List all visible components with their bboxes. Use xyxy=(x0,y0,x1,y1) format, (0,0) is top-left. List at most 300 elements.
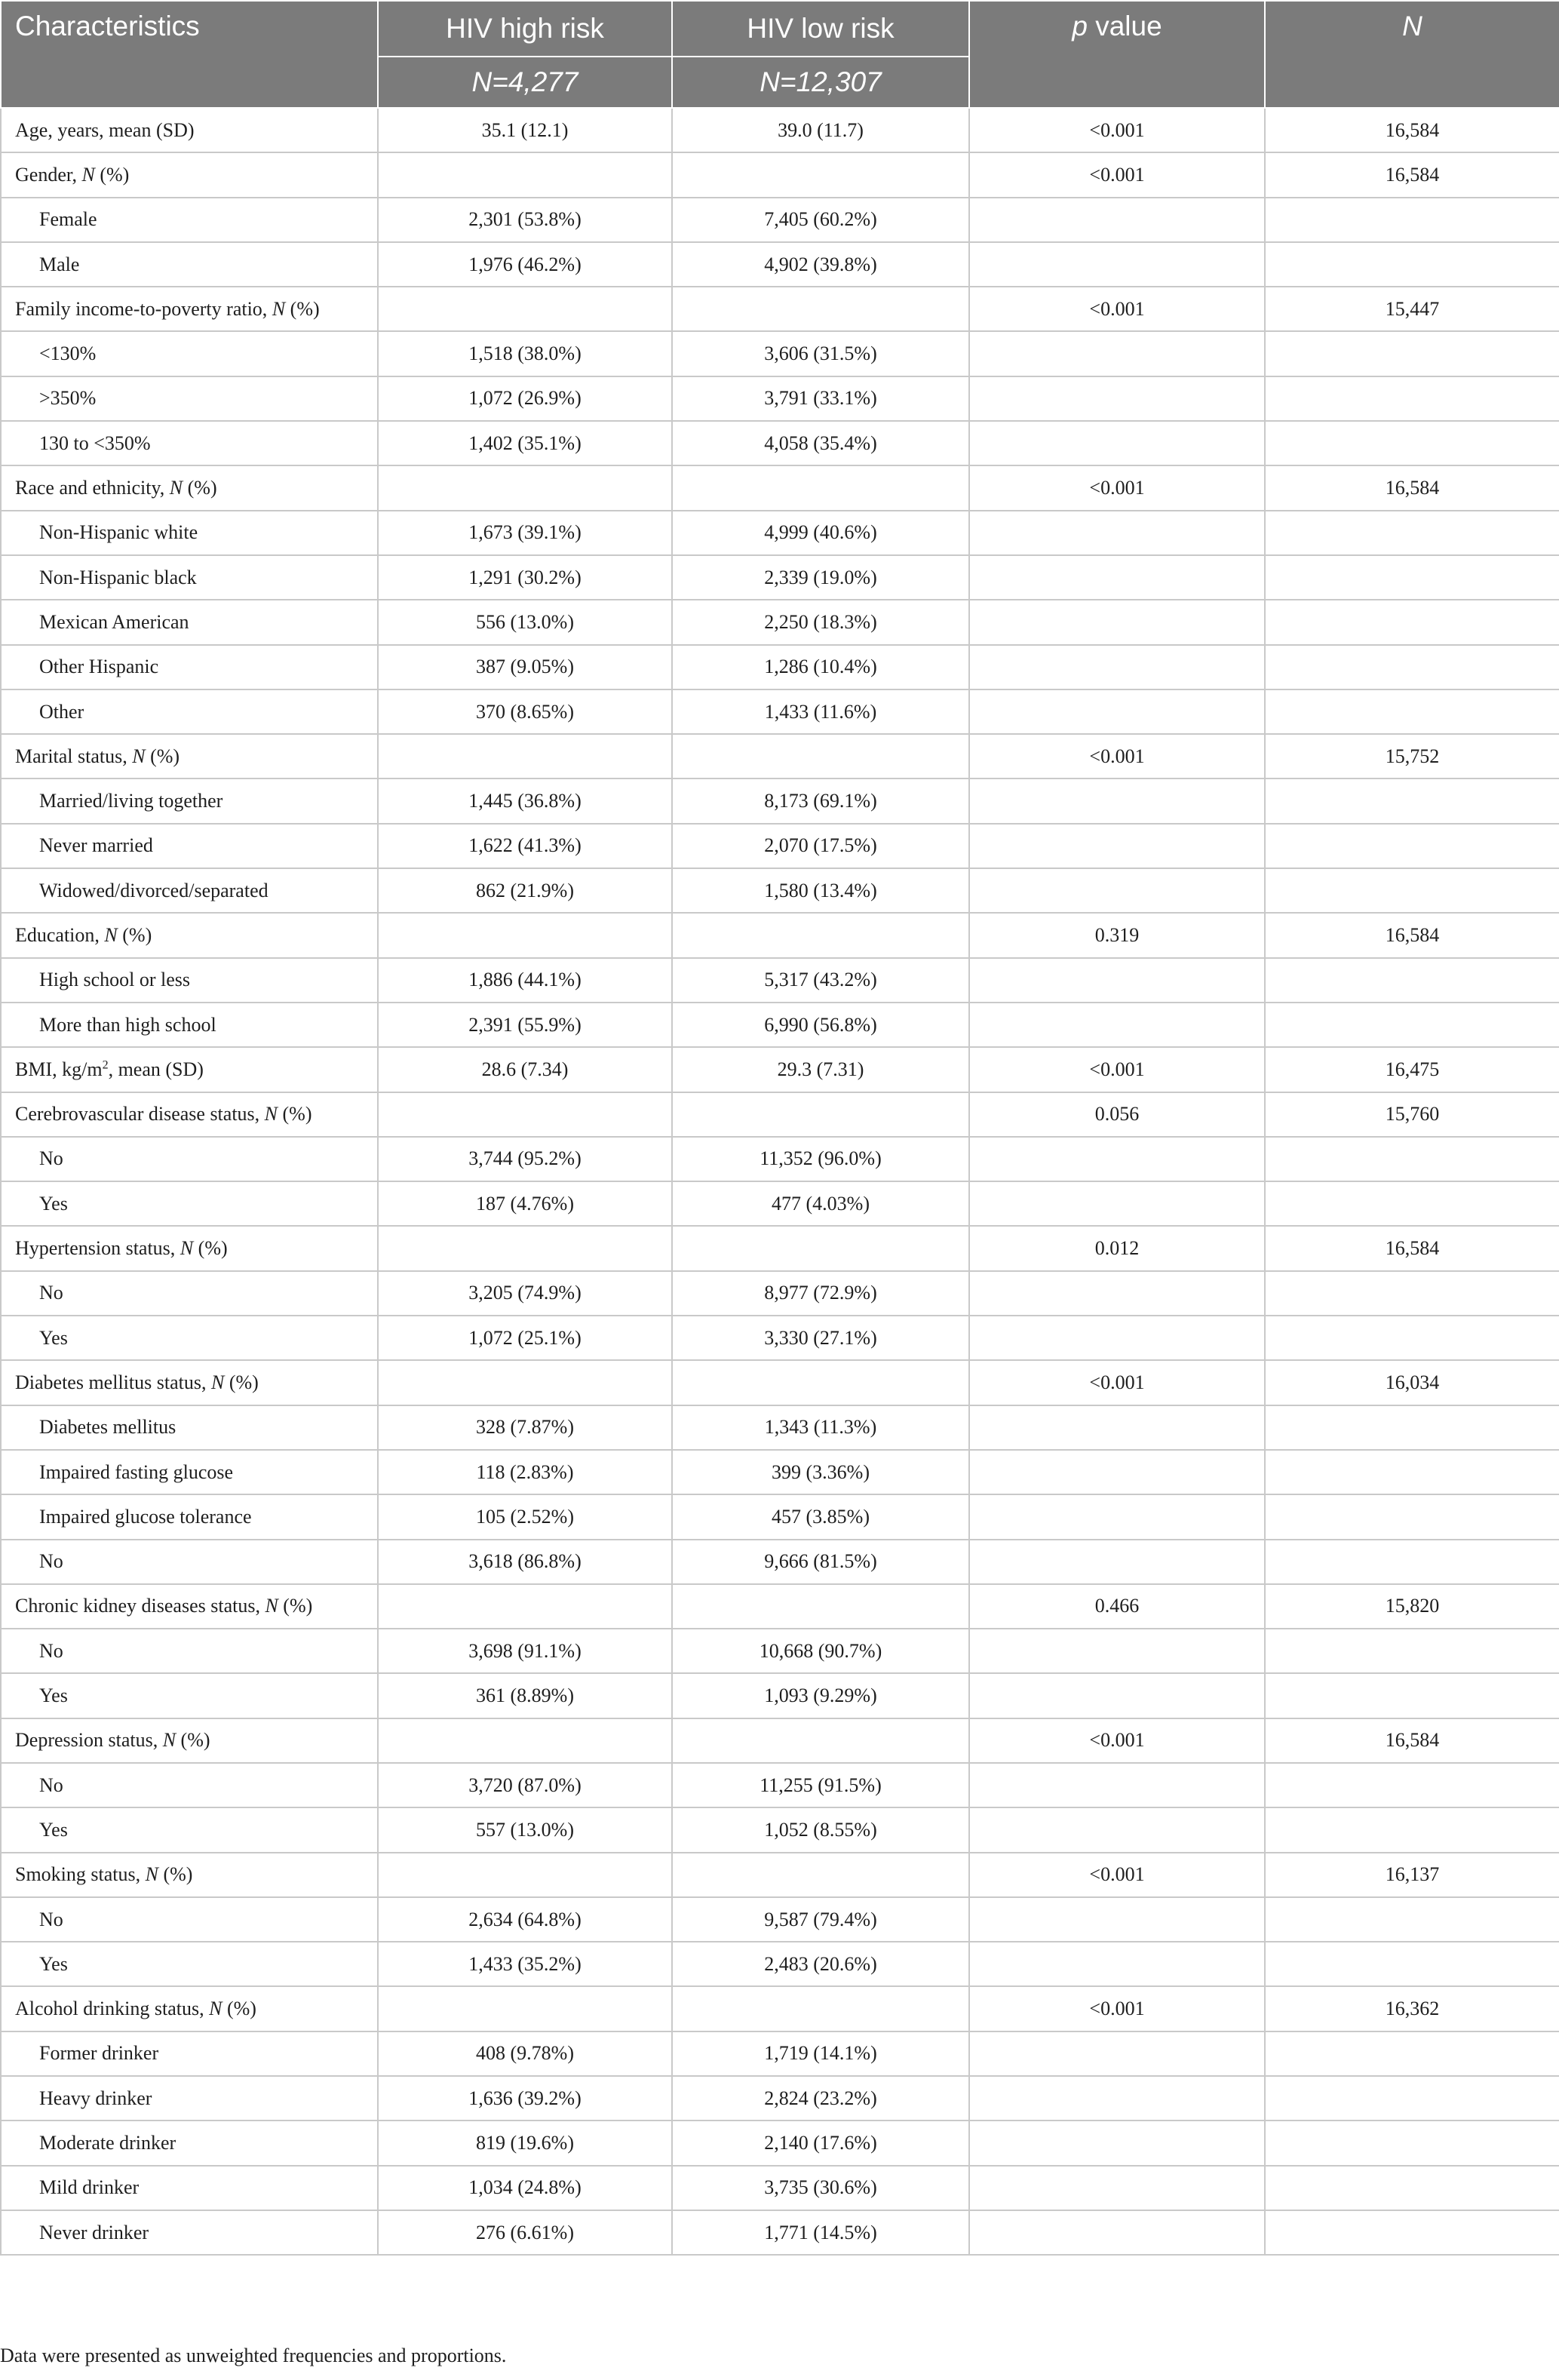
cell-n: 16,584 xyxy=(1265,913,1559,957)
cell-p-value xyxy=(969,1450,1265,1494)
cell-high-risk: 187 (4.76%) xyxy=(378,1181,672,1226)
cell-n xyxy=(1265,600,1559,644)
cell-n xyxy=(1265,1405,1559,1450)
table-header xyxy=(1,1,1559,108)
row-label xyxy=(1,1271,378,1316)
cell-high-risk xyxy=(378,1360,672,1405)
cell-high-risk: 1,034 (24.8%) xyxy=(378,2166,672,2210)
cell-low-risk xyxy=(672,287,969,331)
cell-high-risk: 1,072 (25.1%) xyxy=(378,1316,672,1360)
cell-n xyxy=(1265,1181,1559,1226)
table-row xyxy=(1,2031,1559,2076)
cell-n xyxy=(1265,1316,1559,1360)
row-label-text: <130% xyxy=(39,342,97,365)
cell-p-value xyxy=(969,1942,1265,1986)
cell-low-risk xyxy=(672,1584,969,1629)
table-row xyxy=(1,1271,1559,1316)
table-row xyxy=(1,1942,1559,1986)
cell-low-risk: 1,719 (14.1%) xyxy=(672,2031,969,2076)
cell-low-risk xyxy=(672,1986,969,2031)
row-label xyxy=(1,1807,378,1852)
cell-p-value xyxy=(969,555,1265,600)
table-row xyxy=(1,1450,1559,1494)
cell-p-value xyxy=(969,1807,1265,1852)
row-label-text: Impaired glucose tolerance xyxy=(39,1505,252,1528)
row-label-text: Former drinker xyxy=(39,2042,159,2065)
table-row xyxy=(1,2121,1559,2165)
row-label-text: Chronic kidney diseases status, xyxy=(15,1595,265,1617)
cell-low-risk: 3,791 (33.1%) xyxy=(672,376,969,421)
cell-p-value: <0.001 xyxy=(969,1360,1265,1405)
cell-n xyxy=(1265,331,1559,376)
row-label xyxy=(1,1673,378,1718)
cell-high-risk: 387 (9.05%) xyxy=(378,645,672,689)
table-row xyxy=(1,2166,1559,2210)
cell-low-risk xyxy=(672,1718,969,1763)
row-label-tail: (%) xyxy=(224,1371,259,1393)
cell-high-risk: 2,634 (64.8%) xyxy=(378,1897,672,1942)
cell-n xyxy=(1265,824,1559,868)
cell-high-risk: 1,976 (46.2%) xyxy=(378,242,672,287)
cell-high-risk xyxy=(378,1986,672,2031)
row-label-tail: (%) xyxy=(117,923,152,946)
cell-low-risk: 4,902 (39.8%) xyxy=(672,242,969,287)
cell-high-risk: 3,698 (91.1%) xyxy=(378,1629,672,1673)
table-row xyxy=(1,1584,1559,1629)
row-label xyxy=(1,2076,378,2121)
cell-n: 15,447 xyxy=(1265,287,1559,331)
table-row xyxy=(1,1316,1559,1360)
row-label xyxy=(1,152,378,197)
cell-high-risk: 556 (13.0%) xyxy=(378,600,672,644)
row-label-italic: N xyxy=(209,1998,222,2020)
table-row xyxy=(1,1047,1559,1092)
cell-high-risk: 1,433 (35.2%) xyxy=(378,1942,672,1986)
cell-n: 16,475 xyxy=(1265,1047,1559,1092)
cell-high-risk xyxy=(378,1092,672,1137)
table-row xyxy=(1,287,1559,331)
cell-n xyxy=(1265,376,1559,421)
cell-high-risk: 1,445 (36.8%) xyxy=(378,778,672,823)
row-label-text: Male xyxy=(39,253,80,275)
cell-high-risk xyxy=(378,287,672,331)
cell-n xyxy=(1265,1673,1559,1718)
table-row xyxy=(1,868,1559,913)
row-label xyxy=(1,1360,378,1405)
row-label-text: Impaired fasting glucose xyxy=(39,1460,234,1483)
row-label-text: Yes xyxy=(39,1684,68,1707)
cell-p-value xyxy=(969,1316,1265,1360)
row-label-text: Family income-to-poverty ratio, xyxy=(15,297,272,320)
cell-p-value: <0.001 xyxy=(969,465,1265,510)
cell-n: 15,760 xyxy=(1265,1092,1559,1137)
cell-n: 16,584 xyxy=(1265,108,1559,152)
row-label xyxy=(1,1137,378,1181)
cell-p-value: <0.001 xyxy=(969,108,1265,152)
cell-n xyxy=(1265,2166,1559,2210)
table-row xyxy=(1,1986,1559,2031)
cell-p-value xyxy=(969,1137,1265,1181)
row-label xyxy=(1,1540,378,1584)
cell-high-risk: 3,618 (86.8%) xyxy=(378,1540,672,1584)
cell-p-value: 0.466 xyxy=(969,1584,1265,1629)
cell-high-risk xyxy=(378,1853,672,1897)
table-row xyxy=(1,824,1559,868)
cell-low-risk: 1,771 (14.5%) xyxy=(672,2210,969,2255)
cell-low-risk: 4,058 (35.4%) xyxy=(672,421,969,465)
table-row xyxy=(1,778,1559,823)
row-label xyxy=(1,1763,378,1807)
cell-high-risk: 3,744 (95.2%) xyxy=(378,1137,672,1181)
table-row xyxy=(1,376,1559,421)
row-label-tail: (%) xyxy=(183,477,217,499)
cell-high-risk: 118 (2.83%) xyxy=(378,1450,672,1494)
cell-n xyxy=(1265,2076,1559,2121)
cell-low-risk: 1,286 (10.4%) xyxy=(672,645,969,689)
row-label-text: Heavy drinker xyxy=(39,2087,152,2109)
row-label xyxy=(1,511,378,555)
row-label-text: Female xyxy=(39,208,97,231)
cell-high-risk xyxy=(378,734,672,778)
cell-high-risk: 3,205 (74.9%) xyxy=(378,1271,672,1316)
row-label xyxy=(1,1986,378,2031)
cell-p-value xyxy=(969,331,1265,376)
row-label-text: High school or less xyxy=(39,969,191,991)
cell-low-risk xyxy=(672,1092,969,1137)
cell-n xyxy=(1265,1137,1559,1181)
row-label-text: Other xyxy=(39,700,84,723)
row-label-italic: N xyxy=(180,1237,194,1260)
cell-low-risk: 1,052 (8.55%) xyxy=(672,1807,969,1852)
cell-n xyxy=(1265,198,1559,242)
cell-p-value xyxy=(969,1540,1265,1584)
cell-high-risk: 328 (7.87%) xyxy=(378,1405,672,1450)
row-label xyxy=(1,242,378,287)
table-footnote: Data were presented as unweighted frequencies and proportions. xyxy=(0,2345,507,2366)
table-row xyxy=(1,2076,1559,2121)
row-label xyxy=(1,600,378,644)
cell-n xyxy=(1265,1629,1559,1673)
row-label xyxy=(1,465,378,510)
row-label xyxy=(1,1897,378,1942)
row-label-text: BMI, kg/m xyxy=(15,1058,103,1080)
row-label-text: Age, years, mean (SD) xyxy=(15,118,195,141)
row-label-text: Widowed/divorced/separated xyxy=(39,879,269,901)
table-row xyxy=(1,1137,1559,1181)
header-p-rest: value xyxy=(1087,11,1162,41)
table-row xyxy=(1,242,1559,287)
row-label xyxy=(1,1181,378,1226)
cell-low-risk: 2,824 (23.2%) xyxy=(672,2076,969,2121)
row-label xyxy=(1,198,378,242)
row-label-italic: N xyxy=(265,1595,278,1617)
cell-p-value xyxy=(969,868,1265,913)
table-row xyxy=(1,600,1559,644)
cell-high-risk xyxy=(378,913,672,957)
row-label-text: Non-Hispanic white xyxy=(39,521,198,544)
row-label xyxy=(1,2166,378,2210)
row-label-text: Mild drinker xyxy=(39,2176,140,2199)
row-label-text: Moderate drinker xyxy=(39,2132,176,2154)
row-label xyxy=(1,1226,378,1270)
row-label-italic: N xyxy=(272,297,286,320)
cell-low-risk xyxy=(672,913,969,957)
cell-n xyxy=(1265,555,1559,600)
cell-n xyxy=(1265,1271,1559,1316)
row-label-text: Yes xyxy=(39,1818,68,1841)
cell-low-risk: 2,483 (20.6%) xyxy=(672,1942,969,1986)
table-row xyxy=(1,913,1559,957)
row-label-italic: N xyxy=(81,163,95,186)
row-label-text: 130 to <350% xyxy=(39,431,151,454)
cell-low-risk xyxy=(672,465,969,510)
table-row xyxy=(1,331,1559,376)
cell-low-risk: 4,999 (40.6%) xyxy=(672,511,969,555)
header-low-risk-n: N=12,307 xyxy=(672,57,969,108)
cell-low-risk xyxy=(672,1226,969,1270)
table-row xyxy=(1,1181,1559,1226)
row-label xyxy=(1,421,378,465)
cell-n: 16,584 xyxy=(1265,1718,1559,1763)
cell-n xyxy=(1265,958,1559,1003)
cell-high-risk: 862 (21.9%) xyxy=(378,868,672,913)
row-label-text: Yes xyxy=(39,1326,68,1349)
cell-p-value xyxy=(969,2166,1265,2210)
row-label xyxy=(1,2121,378,2165)
row-label xyxy=(1,1047,378,1092)
cell-high-risk: 1,622 (41.3%) xyxy=(378,824,672,868)
header-p-value xyxy=(969,1,1265,108)
row-label xyxy=(1,645,378,689)
table-row xyxy=(1,1807,1559,1852)
header-p-italic: p xyxy=(1072,11,1088,41)
table-row xyxy=(1,1494,1559,1539)
cell-low-risk xyxy=(672,152,969,197)
cell-p-value xyxy=(969,1003,1265,1047)
cell-low-risk: 3,735 (30.6%) xyxy=(672,2166,969,2210)
cell-low-risk: 1,093 (9.29%) xyxy=(672,1673,969,1718)
table-row xyxy=(1,1897,1559,1942)
row-label xyxy=(1,555,378,600)
row-label-italic: N xyxy=(169,477,183,499)
table-row xyxy=(1,108,1559,152)
cell-low-risk: 1,580 (13.4%) xyxy=(672,868,969,913)
header-high-risk: HIV high risk xyxy=(378,1,672,57)
cell-n xyxy=(1265,689,1559,734)
row-label-tail: (%) xyxy=(158,1863,193,1886)
cell-high-risk: 370 (8.65%) xyxy=(378,689,672,734)
table-row xyxy=(1,555,1559,600)
header-row xyxy=(1,1,1559,57)
cell-low-risk: 2,070 (17.5%) xyxy=(672,824,969,868)
row-label-text: Smoking status, xyxy=(15,1863,146,1886)
cell-p-value xyxy=(969,198,1265,242)
cell-n: 16,362 xyxy=(1265,1986,1559,2031)
cell-n: 16,137 xyxy=(1265,1853,1559,1897)
cell-p-value xyxy=(969,824,1265,868)
cell-low-risk: 457 (3.85%) xyxy=(672,1494,969,1539)
cell-p-value xyxy=(969,2031,1265,2076)
row-label-italic: N xyxy=(132,745,146,767)
row-label-text: Married/living together xyxy=(39,790,223,812)
header-low-risk: HIV low risk xyxy=(672,1,969,57)
row-label-text: Race and ethnicity, xyxy=(15,477,170,499)
cell-p-value xyxy=(969,2076,1265,2121)
row-label xyxy=(1,958,378,1003)
cell-n xyxy=(1265,1897,1559,1942)
row-label-italic: N xyxy=(104,923,118,946)
cell-low-risk: 9,666 (81.5%) xyxy=(672,1540,969,1584)
cell-high-risk: 28.6 (7.34) xyxy=(378,1047,672,1092)
table-row xyxy=(1,689,1559,734)
row-label-text: Yes xyxy=(39,1952,68,1975)
cell-p-value: 0.056 xyxy=(969,1092,1265,1137)
table-row xyxy=(1,1673,1559,1718)
table-row xyxy=(1,734,1559,778)
table-row xyxy=(1,1003,1559,1047)
row-label-text: No xyxy=(39,1550,63,1573)
table-row xyxy=(1,511,1559,555)
cell-p-value xyxy=(969,1271,1265,1316)
table-row xyxy=(1,645,1559,689)
cell-n xyxy=(1265,2210,1559,2255)
row-label-text: Never married xyxy=(39,834,153,857)
cell-low-risk: 6,990 (56.8%) xyxy=(672,1003,969,1047)
cell-n xyxy=(1265,1003,1559,1047)
cell-p-value: <0.001 xyxy=(969,152,1265,197)
row-label xyxy=(1,1092,378,1137)
row-label xyxy=(1,2210,378,2255)
cell-n xyxy=(1265,421,1559,465)
row-label-text: Non-Hispanic black xyxy=(39,566,197,588)
row-label xyxy=(1,1942,378,1986)
row-label-text: Alcohol drinking status, xyxy=(15,1998,210,2020)
cell-low-risk xyxy=(672,1360,969,1405)
cell-low-risk: 1,433 (11.6%) xyxy=(672,689,969,734)
row-label-text: Diabetes mellitus status, xyxy=(15,1371,211,1393)
row-label-text: No xyxy=(39,1773,63,1796)
row-label xyxy=(1,913,378,957)
cell-n xyxy=(1265,645,1559,689)
cell-p-value xyxy=(969,376,1265,421)
cell-high-risk: 557 (13.0%) xyxy=(378,1807,672,1852)
cell-p-value xyxy=(969,1494,1265,1539)
row-label xyxy=(1,734,378,778)
cell-p-value xyxy=(969,2210,1265,2255)
row-label xyxy=(1,1003,378,1047)
cell-n xyxy=(1265,242,1559,287)
table-row xyxy=(1,2210,1559,2255)
cell-n xyxy=(1265,511,1559,555)
cell-low-risk: 10,668 (90.7%) xyxy=(672,1629,969,1673)
row-label-text: No xyxy=(39,1908,63,1930)
cell-n xyxy=(1265,1763,1559,1807)
cell-p-value: 0.012 xyxy=(969,1226,1265,1270)
cell-high-risk: 819 (19.6%) xyxy=(378,2121,672,2165)
header-high-risk-n: N=4,277 xyxy=(378,57,672,108)
cell-p-value: <0.001 xyxy=(969,734,1265,778)
row-label-tail: (%) xyxy=(285,297,320,320)
cell-low-risk: 39.0 (11.7) xyxy=(672,108,969,152)
cell-p-value: <0.001 xyxy=(969,1853,1265,1897)
cell-low-risk: 3,330 (27.1%) xyxy=(672,1316,969,1360)
cell-low-risk xyxy=(672,734,969,778)
cell-n: 15,820 xyxy=(1265,1584,1559,1629)
cell-p-value: 0.319 xyxy=(969,913,1265,957)
cell-p-value xyxy=(969,1763,1265,1807)
cell-low-risk: 8,977 (72.9%) xyxy=(672,1271,969,1316)
cell-n xyxy=(1265,1450,1559,1494)
cell-p-value xyxy=(969,1181,1265,1226)
cell-p-value xyxy=(969,421,1265,465)
cell-low-risk: 11,352 (96.0%) xyxy=(672,1137,969,1181)
cell-p-value xyxy=(969,1629,1265,1673)
cell-high-risk: 2,391 (55.9%) xyxy=(378,1003,672,1047)
cell-p-value xyxy=(969,778,1265,823)
row-label xyxy=(1,1450,378,1494)
row-label-text: More than high school xyxy=(39,1013,216,1036)
row-label xyxy=(1,2031,378,2076)
table-row xyxy=(1,1226,1559,1270)
cell-high-risk: 1,291 (30.2%) xyxy=(378,555,672,600)
row-label xyxy=(1,287,378,331)
cell-p-value xyxy=(969,1673,1265,1718)
row-label-italic: N xyxy=(210,1371,225,1393)
row-label-tail: (%) xyxy=(145,745,180,767)
cell-n: 15,752 xyxy=(1265,734,1559,778)
cell-n xyxy=(1265,778,1559,823)
row-label xyxy=(1,376,378,421)
cell-p-value xyxy=(969,511,1265,555)
table-row xyxy=(1,198,1559,242)
cell-high-risk: 1,072 (26.9%) xyxy=(378,376,672,421)
row-label-text: Cerebrovascular disease status, xyxy=(15,1103,265,1126)
cell-high-risk: 408 (9.78%) xyxy=(378,2031,672,2076)
row-label xyxy=(1,1853,378,1897)
row-label-text: Education, xyxy=(15,923,105,946)
row-label-text: Depression status, xyxy=(15,1729,163,1752)
cell-n: 16,034 xyxy=(1265,1360,1559,1405)
cell-p-value xyxy=(969,689,1265,734)
row-label-text: >350% xyxy=(39,387,97,410)
cell-low-risk: 9,587 (79.4%) xyxy=(672,1897,969,1942)
row-label xyxy=(1,1629,378,1673)
table-row xyxy=(1,421,1559,465)
table-row xyxy=(1,1405,1559,1450)
cell-high-risk xyxy=(378,465,672,510)
cell-high-risk: 35.1 (12.1) xyxy=(378,108,672,152)
row-label xyxy=(1,108,378,152)
cell-p-value xyxy=(969,1897,1265,1942)
cell-low-risk xyxy=(672,1853,969,1897)
cell-p-value: <0.001 xyxy=(969,1986,1265,2031)
cell-p-value xyxy=(969,1405,1265,1450)
table-body xyxy=(1,108,1559,2255)
cell-p-value: <0.001 xyxy=(969,287,1265,331)
cell-low-risk: 8,173 (69.1%) xyxy=(672,778,969,823)
row-label xyxy=(1,1494,378,1539)
cell-high-risk: 1,636 (39.2%) xyxy=(378,2076,672,2121)
cell-high-risk: 105 (2.52%) xyxy=(378,1494,672,1539)
row-label-text: No xyxy=(39,1282,63,1304)
row-label-text: No xyxy=(39,1147,63,1170)
table-row xyxy=(1,465,1559,510)
row-label-italic: N xyxy=(145,1863,158,1886)
row-label-tail: (%) xyxy=(278,1103,312,1126)
row-label-tail: , mean (SD) xyxy=(108,1058,204,1080)
cell-high-risk: 3,720 (87.0%) xyxy=(378,1763,672,1807)
row-label-superscript: 2 xyxy=(102,1058,109,1072)
